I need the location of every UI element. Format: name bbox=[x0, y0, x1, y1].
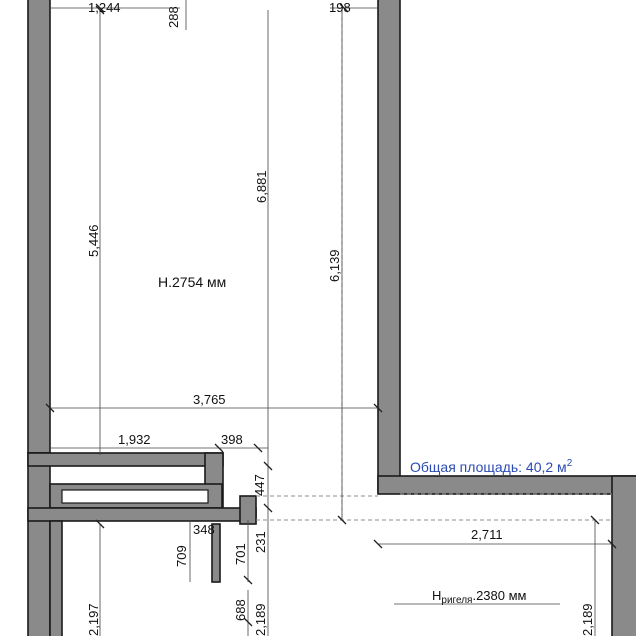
dim-room-height-mid: 6,881 bbox=[254, 170, 269, 203]
dim-right-width: 2,711 bbox=[471, 527, 503, 542]
total-area-superscript: 2 bbox=[566, 458, 573, 469]
dim-v-231: 231 bbox=[253, 531, 268, 553]
wall-corridor-top bbox=[28, 453, 223, 466]
dim-top-left-width: 1,244 bbox=[88, 0, 121, 15]
wall-bath-right bbox=[240, 496, 256, 524]
dim-top-small-1: 288 bbox=[166, 6, 181, 28]
total-area-label bbox=[410, 458, 573, 475]
dim-small-348: 348 bbox=[193, 522, 215, 537]
beam-height-subscript: ригеля bbox=[441, 595, 473, 606]
dim-v-701: 701 bbox=[233, 543, 248, 565]
wall-right-upper bbox=[378, 0, 400, 492]
ceiling-height-label: Н.2754 мм bbox=[158, 274, 227, 290]
wall-left-lower bbox=[28, 453, 50, 636]
beam-height-value: .2380 мм bbox=[472, 588, 527, 603]
dim-room-height-left: 5,446 bbox=[86, 224, 101, 257]
dim-v-709: 709 bbox=[174, 545, 189, 567]
dim-top-small-2: 198 bbox=[329, 0, 351, 15]
vent-inner bbox=[62, 490, 208, 503]
dim-room-height-right: 6,139 bbox=[327, 249, 342, 282]
dim-bottom-left-h: 2,197 bbox=[86, 603, 101, 636]
beam-height-prefix: Н bbox=[432, 588, 442, 603]
dim-v-688: 688 bbox=[233, 599, 248, 621]
dim-room-width: 3,765 bbox=[193, 392, 226, 407]
beam-height-label bbox=[432, 588, 527, 606]
wall-right-horizontal bbox=[378, 476, 636, 494]
wall-bath-top bbox=[28, 508, 256, 521]
wall-left-upper bbox=[28, 0, 50, 453]
wall-inner-lower bbox=[50, 521, 62, 636]
dim-right-height: 2,189 bbox=[580, 603, 595, 636]
wall-right-lower bbox=[612, 476, 636, 636]
dim-hall-width: 1,932 bbox=[118, 432, 151, 447]
total-area-text: Общая площадь: 40,2 м bbox=[410, 459, 567, 475]
dim-hall-gap: 398 bbox=[221, 432, 243, 447]
dim-bottom-mid-h: 2,189 bbox=[253, 603, 268, 636]
dim-gap-height: 447 bbox=[252, 474, 267, 496]
